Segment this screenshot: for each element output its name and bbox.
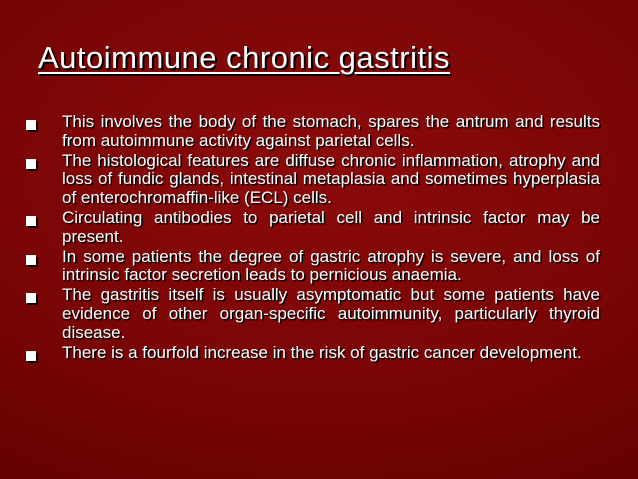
square-bullet-icon: [26, 216, 36, 226]
bullet-text: This involves the body of the stomach, spares the antrum and results from autoimmune activity against parietal cells.: [62, 112, 600, 150]
bullet-item: [18, 248, 600, 286]
bullet-item: [18, 286, 600, 342]
bullet-text: The histological features are diffuse chronic inflammation, atrophy and loss of fundic glands, intestinal metaplasia and sometimes hyperplasia of enterochromaffin-like (ECL) cells.: [62, 150, 600, 208]
bullet-text: There is a fourfold increase in the risk of gastric cancer development.: [62, 342, 582, 362]
bullet-item: [18, 113, 600, 151]
bullet-text: In some patients the degree of gastric atrophy is severe, and loss of intrinsic factor secretion leads to pernicious anaemia.: [62, 246, 600, 285]
square-bullet-icon: [26, 120, 36, 130]
square-bullet-icon: [26, 351, 36, 361]
bullet-text: Circulating antibodies to parietal cell and intrinsic factor may be present.: [62, 207, 600, 246]
slide-title: Autoimmune chronic gastritis: [38, 40, 450, 75]
bullet-list: [18, 113, 600, 363]
bullet-item: [18, 344, 600, 363]
square-bullet-icon: [26, 159, 36, 169]
square-bullet-icon: [26, 255, 36, 265]
bullet-item: [18, 152, 600, 208]
bullet-text: The gastritis itself is usually asymptomatic but some patients have evidence of other organ-specific autoimmunity, particularly thyroid disease.: [62, 285, 600, 342]
bullet-item: [18, 209, 600, 247]
square-bullet-icon: [26, 293, 36, 303]
